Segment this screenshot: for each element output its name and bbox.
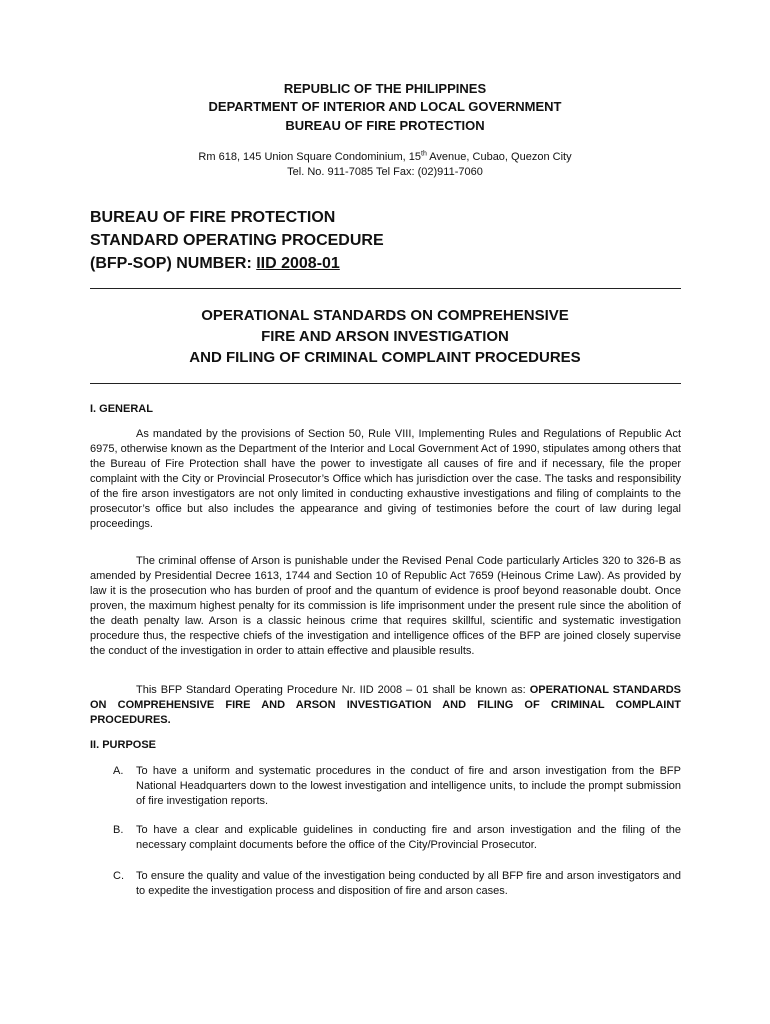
purpose-item-text: To ensure the quality and value of the investigation being conducted by all BFP fire and arson investigators and to expedite the investigation process and disposition of fire and arson cases. [136, 870, 681, 897]
address-post: Avenue, Cubao, Quezon City [426, 151, 572, 163]
doc-title-line-3: AND FILING OF CRIMINAL COMPLAINT PROCEDURES [189, 349, 581, 366]
sop-line-3 [90, 253, 340, 275]
address-sup: th [421, 150, 427, 158]
address-pre: Rm 618, 145 Union Square Condominium, 15 [198, 151, 421, 163]
purpose-item-label: A. [113, 765, 124, 777]
section-purpose-heading: II. PURPOSE [90, 739, 157, 751]
purpose-item-label: B. [113, 824, 124, 836]
purpose-item-b [113, 823, 681, 853]
paragraph-3-lead: This BFP Standard Operating Procedure Nr. IID 2008 – 01 shall be known as: [136, 684, 530, 696]
divider-top [90, 288, 681, 289]
header-bureau: BUREAU OF FIRE PROTECTION [285, 118, 485, 133]
sop-line-2: STANDARD OPERATING PROCEDURE [90, 232, 384, 249]
divider-bottom [90, 383, 681, 384]
header-republic: REPUBLIC OF THE PHILIPPINES [283, 81, 487, 96]
sop-line-1: BUREAU OF FIRE PROTECTION [90, 209, 336, 226]
purpose-item-text: To have a uniform and systematic procedures in the conduct of fire and arson investigation from the BFP National Headquarters down to the lowest investigation and intelligence units, to include the prompt submission of fire investigation reports. [136, 765, 681, 807]
general-paragraph-2: The criminal offense of Arson is punishable under the Revised Penal Code particularly Articles 320 to 326-B as amended by Presidential Decree 1613, 1744 and Section 10 of Republic Act 7659 (Heinous Crime Law). As provided by law it is the prosecution who has burden of proof and the quantum of evidence is proof beyond reasonable doubt. Once proven, the maximum highest penalty for its commission is life imprisonment under the present rule since the abolition of the death penalty law. Arson is a classic heinous crime that requires skillful, scientific and systematic investigation procedure thus, the respective chiefs of the investigation and intelligence offices of the BFP are joined closely supervise the conduct of the investigation in order to attain effective and plausible results. [90, 555, 681, 657]
general-paragraph-3 [90, 683, 681, 728]
header-tel: Tel. No. 911-7085 Tel Fax: (02)911-7060 [287, 166, 483, 178]
sop-number-prefix: (BFP-SOP) NUMBER: [90, 255, 257, 272]
general-paragraph-1: As mandated by the provisions of Section 50, Rule VIII, Implementing Rules and Regulations of Republic Act 6975, otherwise known as the Department of the Interior and Local Government Act of 1990, stipulates among others that the Bureau of Fire Protection shall have the power to investigate all causes of fire and if necessary, file the proper complaint with the City or Provincial Prosecutor’s Office which has jurisdiction over the case. The tasks and responsibility of the fire arson investigators are not only limited in conducting exhaustive investigations and filing of complaints to the prosecutor’s office but also includes the appearance and giving of testimonies before the court of law during legal proceedings. [90, 428, 681, 530]
header-address [0, 150, 770, 164]
purpose-item-c [113, 869, 681, 899]
header-department: DEPARTMENT OF INTERIOR AND LOCAL GOVERNMENT [208, 99, 562, 114]
doc-title-line-2: FIRE AND ARSON INVESTIGATION [261, 328, 509, 345]
paragraph-3-bold: OPERATIONAL STANDARDS ON COMPREHENSIVE FIRE AND ARSON INVESTIGATION AND FILING OF CRIMINAL COMPLAINT PROCEDURES. [90, 684, 681, 726]
sop-number: IID 2008-01 [256, 255, 340, 272]
section-general-heading: I. GENERAL [90, 403, 153, 415]
purpose-item-label: C. [113, 870, 124, 882]
purpose-item-text: To have a clear and explicable guidelines in conducting fire and arson investigation and the filing of the necessary complaint documents before the office of the City/Provincial Prosecutor. [136, 824, 681, 851]
purpose-item-a [113, 764, 681, 809]
doc-title-line-1: OPERATIONAL STANDARDS ON COMPREHENSIVE [201, 307, 569, 324]
